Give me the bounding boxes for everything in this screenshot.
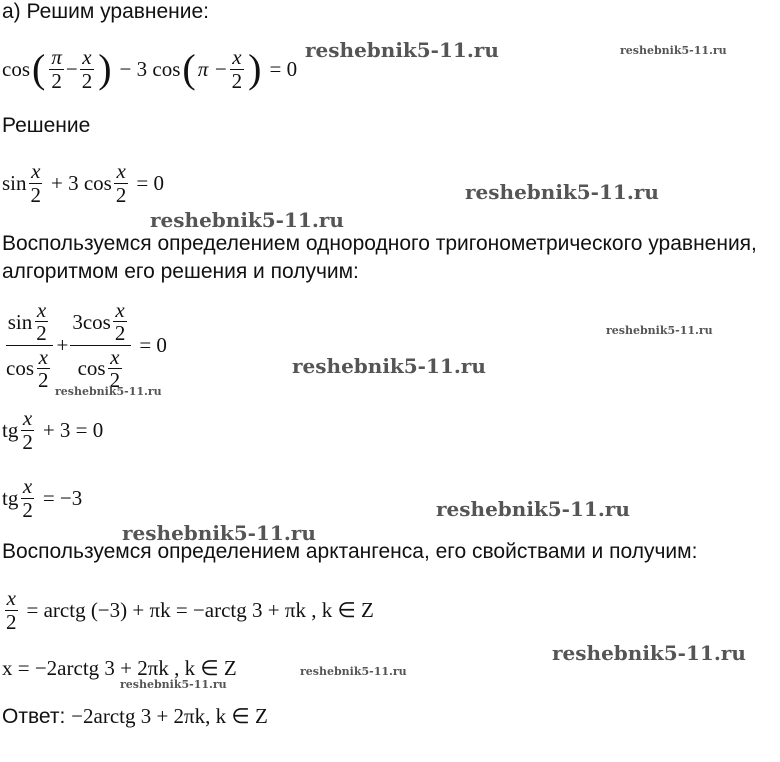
watermark: reshebnik5-11.ru (465, 180, 659, 204)
3cos-term: 3cos (72, 309, 111, 334)
watermark: reshebnik5-11.ru (120, 678, 227, 691)
equation-x-solution: x = −2arctg 3 + 2πk , k ∈ Z (2, 656, 237, 680)
numerator: x (31, 159, 41, 184)
rhs: = 0 (136, 170, 164, 195)
denominator: 2 (38, 367, 49, 392)
numerator: x (38, 344, 48, 369)
rhs: = 0 (269, 56, 298, 81)
cos-fn: cos (2, 56, 30, 81)
rhs: = −3 (42, 485, 83, 510)
denominator: 2 (231, 68, 243, 93)
paren-open: ( (182, 46, 196, 91)
sin-fn: sin (2, 170, 27, 195)
denominator: 2 (22, 497, 33, 522)
plus-sign: + (56, 332, 69, 357)
denominator: 2 (30, 182, 42, 207)
fraction-x-over-2 (113, 299, 128, 344)
cos-fn: cos (77, 356, 106, 381)
watermark: reshebnik5-11.ru (620, 44, 727, 57)
denominator: 2 (22, 429, 33, 454)
fraction-x-over-2 (230, 46, 245, 91)
fraction-sin-over-cos (4, 299, 55, 390)
equation-original (2, 44, 297, 94)
cos-fn: cos (6, 356, 34, 381)
answer-value: −2arctg 3 + 2πk, k ∈ Z (71, 704, 268, 728)
watermark: reshebnik5-11.ru (292, 354, 486, 378)
numerator: x (110, 344, 120, 369)
text-homogeneous: Воспользуемся определением однородного тригонометрического уравнения, (2, 232, 757, 255)
equation-tg-plus-3 (2, 404, 103, 456)
numerator: x (82, 45, 92, 70)
numerator: x (36, 298, 47, 323)
numerator: π (51, 45, 62, 70)
fraction-x-over-2 (29, 160, 44, 205)
paren-open: ( (32, 46, 46, 91)
numerator: x (6, 586, 16, 611)
denominator (4, 346, 55, 391)
denominator: 2 (109, 367, 121, 392)
watermark: reshebnik5-11.ru (150, 208, 344, 232)
answer-line (2, 704, 268, 729)
denominator: 2 (51, 68, 62, 93)
watermark: reshebnik5-11.ru (300, 665, 407, 678)
watermark: reshebnik5-11.ru (122, 521, 316, 545)
watermark: reshebnik5-11.ru (305, 38, 499, 62)
watermark: reshebnik5-11.ru (606, 324, 713, 337)
pi-term: π − (197, 56, 228, 81)
fraction-x-over-2 (108, 346, 123, 391)
numerator: x (22, 406, 33, 431)
equation-x-over-2 (2, 584, 374, 636)
fraction-x-over-2 (4, 587, 19, 632)
equation-sin-cos (2, 158, 164, 208)
watermark: reshebnik5-11.ru (436, 497, 630, 521)
numerator: x (232, 45, 242, 70)
fraction-x-over-2 (114, 160, 129, 205)
fraction-x-over-2 (80, 46, 95, 91)
numerator: x (116, 159, 126, 184)
minus-sign: − (65, 56, 78, 81)
rhs: = 0 (139, 332, 167, 357)
paren-close: ) (98, 46, 112, 91)
numerator (70, 299, 131, 345)
fraction-x-over-2 (20, 475, 35, 520)
rhs: = arctg (−3) + πk = −arctg 3 + πk , k ∈ Z (26, 597, 374, 622)
fraction-x-over-2 (34, 299, 49, 344)
denominator: 2 (115, 182, 127, 207)
denominator: 2 (114, 321, 126, 346)
text-arctangent: Воспользуемся определением арктангенса, его свойствами и получим: (2, 540, 698, 563)
watermark: reshebnik5-11.ru (552, 641, 746, 665)
tg-fn: tg (2, 417, 19, 442)
fraction-x-over-2 (20, 407, 35, 452)
denominator: 2 (36, 321, 47, 346)
numerator: x (22, 474, 33, 499)
fraction-3cos-over-cos (70, 299, 131, 390)
middle-term: + 3 cos (51, 170, 112, 195)
task-heading: а) Решим уравнение: (2, 0, 210, 23)
fraction-pi-over-2 (49, 46, 64, 91)
sin-fn: sin (7, 309, 33, 334)
denominator (76, 346, 127, 391)
text-algorithm: алгоритмом его решения и получим: (2, 260, 359, 283)
equation-tg-minus-3 (2, 472, 82, 524)
solution-label: Решение (2, 114, 91, 137)
middle-term: − 3 cos (119, 56, 181, 81)
watermark: reshebnik5-11.ru (55, 385, 162, 398)
tg-fn: tg (2, 485, 19, 510)
denominator: 2 (81, 68, 93, 93)
paren-close: ) (248, 46, 262, 91)
denominator: 2 (6, 609, 17, 634)
rhs: + 3 = 0 (42, 417, 104, 442)
numerator: x (115, 298, 125, 323)
numerator (6, 299, 53, 345)
answer-label: Ответ: (2, 705, 66, 728)
fraction-x-over-2 (36, 346, 51, 391)
